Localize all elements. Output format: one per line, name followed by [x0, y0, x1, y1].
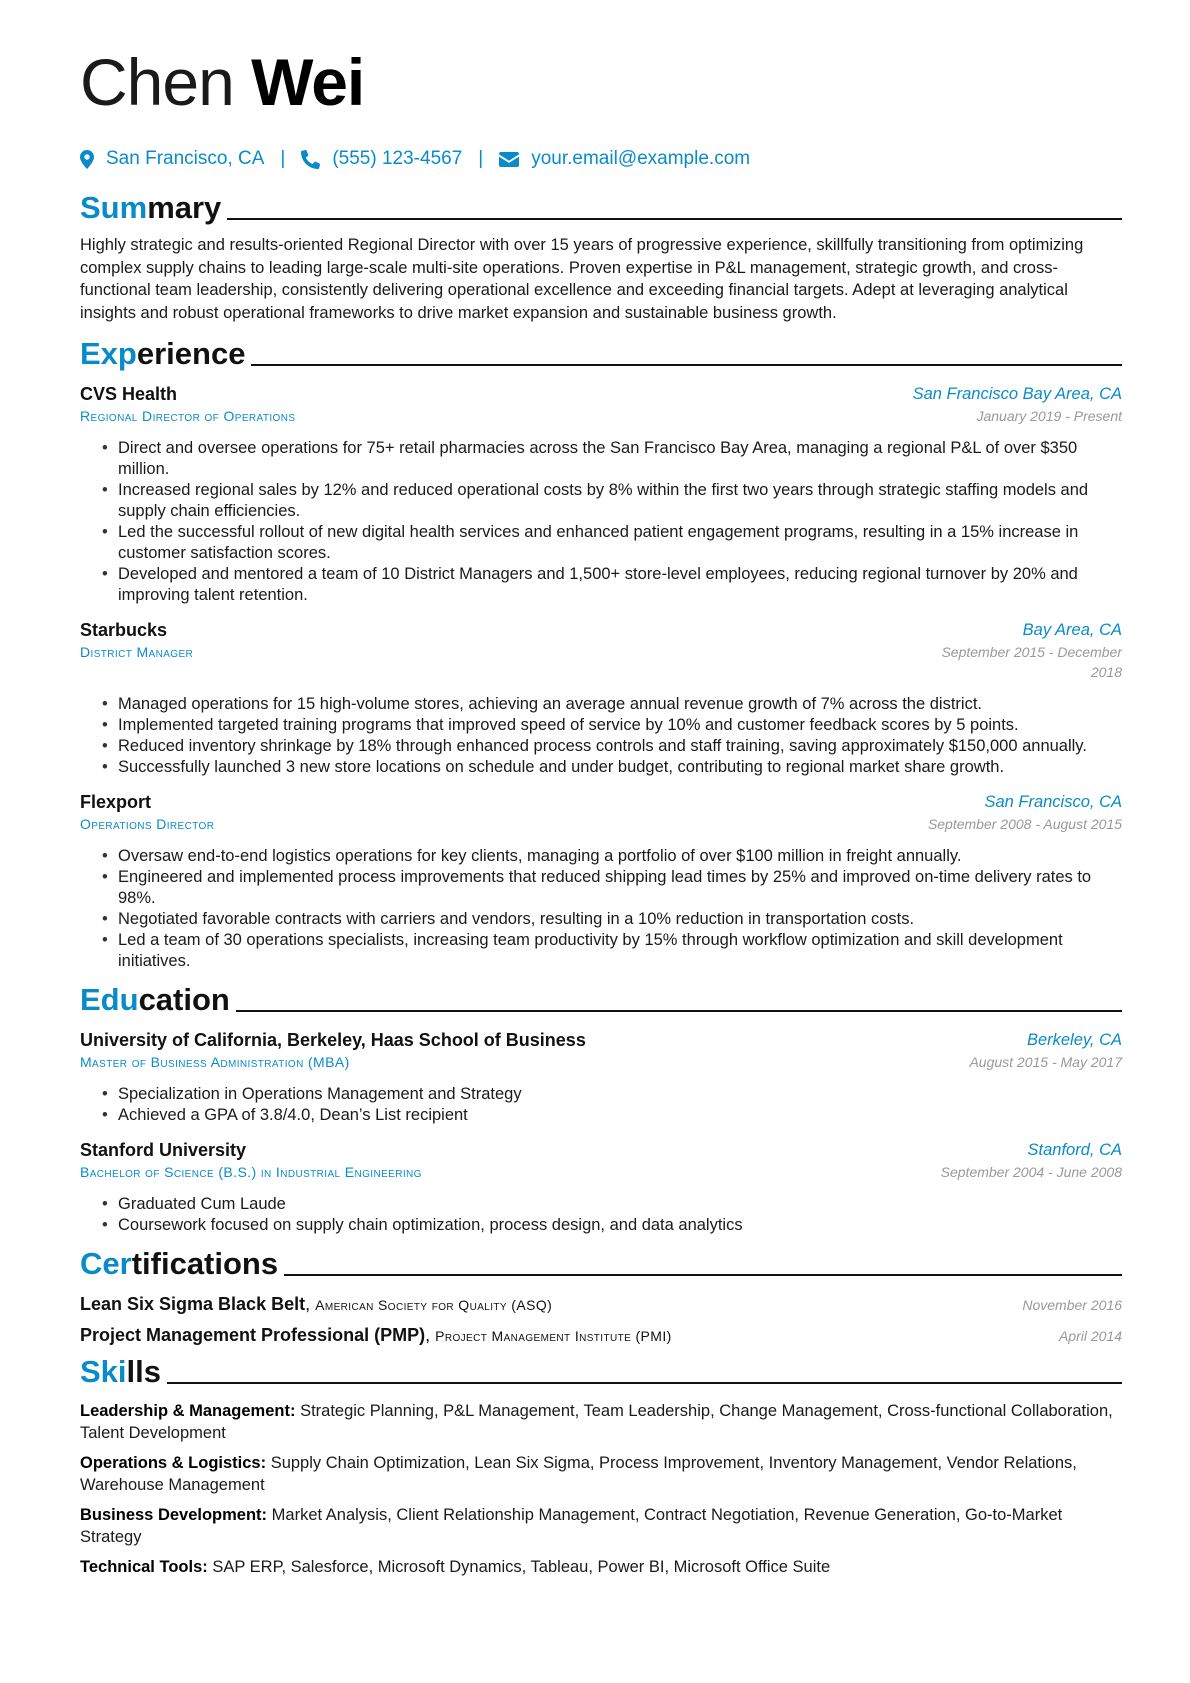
skill-line	[80, 1400, 1122, 1444]
bullet-item: • Led a team of 30 operations specialists, increasing team productivity by 15% through workflow optimization and skill development initiatives.	[102, 930, 1122, 972]
job-location: Bay Area, CA	[1022, 621, 1122, 639]
section-rule	[227, 218, 1122, 220]
skill-label: Leadership & Management:	[80, 1402, 296, 1420]
job-dates: September 2008 - August 2015	[927, 816, 1122, 832]
bullet-item: • Specialization in Operations Management and Strategy	[102, 1084, 1122, 1105]
contact-phone[interactable]	[301, 148, 462, 170]
bullet-item: • Oversaw end-to-end logistics operations for key clients, managing a portfolio of over $100 million in freight annually.	[102, 846, 1122, 867]
section-title: Experience	[80, 336, 246, 371]
job-dates: September 2015 - December 2018	[941, 644, 1122, 680]
skill-text: Market Analysis, Client Relationship Management, Contract Negotiation, Revenue Generation, Go-to-Market Strategy	[80, 1506, 1063, 1546]
bullet-item: • Reduced inventory shrinkage by 18% through enhanced process controls and staff training, saving approximately $150,000 annually.	[102, 736, 1122, 757]
bullet-item: • Led the successful rollout of new digital health services and enhanced patient engagement programs, resulting in a 15% increase in customer satisfaction scores.	[102, 522, 1122, 564]
certification-item: Project Management Professional (PMP), Project Management Institute (PMI) April 2014	[80, 1325, 1122, 1345]
section-title: Certifications	[80, 1246, 279, 1281]
skills-heading	[80, 1354, 1122, 1390]
degree-name: Bachelor of Science (B.S.) in Industrial Engineering	[80, 1164, 422, 1180]
bullet-item: • Coursework focused on supply chain optimization, process design, and data analytics	[102, 1215, 1122, 1236]
certifications-heading	[80, 1246, 1122, 1282]
job-bullets	[102, 438, 1122, 606]
contact-separator: |	[280, 148, 286, 169]
education-bullets	[102, 1084, 1122, 1126]
summary-text: Highly strategic and results-oriented Regional Director with over 15 years of progressive experience, skillfully transitioning from optimizing complex supply chains to leading large-scale multi-site operations. Proven expertise in P&L management, strategic growth, and cross-functional team leadership, consistently delivering operational excellence and exceeding financial targets. Adept at leveraging analytical insights and robust operational frameworks to drive market expansion and sustainable business growth.	[80, 236, 1084, 322]
job-header	[80, 382, 1122, 426]
job-location: San Francisco, CA	[984, 793, 1122, 811]
skill-line	[80, 1452, 1122, 1496]
email-text: your.email@example.com	[531, 148, 751, 169]
location-text: San Francisco, CA	[106, 148, 265, 169]
certification-org: American Society for Quality (ASQ)	[315, 1297, 553, 1313]
job-entry	[80, 790, 1122, 972]
school-location: Stanford, CA	[1027, 1141, 1122, 1159]
section-title: Summary	[80, 190, 222, 225]
section-title: Skills	[80, 1354, 161, 1389]
bullet-item: • Increased regional sales by 12% and reduced operational costs by 8% within the first two years through strategic staffing models and supply chain efficiencies.	[102, 480, 1122, 522]
section-rule	[167, 1382, 1122, 1384]
bullet-item: • Implemented targeted training programs that improved speed of service by 10% and customer feedback scores by 5 points.	[102, 715, 1122, 736]
skill-label: Business Development:	[80, 1506, 268, 1524]
phone-icon	[301, 150, 320, 169]
skill-text: SAP ERP, Salesforce, Microsoft Dynamics, Tableau, Power BI, Microsoft Office Suite	[212, 1558, 831, 1576]
summary-heading	[80, 190, 1122, 226]
job-bullets	[102, 846, 1122, 972]
certification-title: Project Management Professional (PMP)	[80, 1325, 426, 1345]
certification-title: Lean Six Sigma Black Belt	[80, 1294, 306, 1314]
school-name: Stanford University	[80, 1140, 247, 1160]
bullet-item: • Engineered and implemented process improvements that reduced shipping lead times by 25% and improved on-time delivery rates to 98%.	[102, 867, 1122, 909]
contact-separator: |	[478, 148, 484, 169]
envelope-icon	[499, 152, 519, 167]
bullet-item: • Managed operations for 15 high-volume stores, achieving an average annual revenue growth of 7% across the district.	[102, 694, 1122, 715]
school-dates: September 2004 - June 2008	[940, 1164, 1122, 1180]
certification-date: April 2014	[1058, 1328, 1122, 1344]
section-rule	[236, 1010, 1122, 1012]
map-marker-icon	[80, 150, 94, 169]
education-entry	[80, 1028, 1122, 1126]
skill-line	[80, 1504, 1122, 1548]
phone-text: (555) 123-4567	[332, 148, 463, 169]
school-dates: August 2015 - May 2017	[969, 1054, 1122, 1070]
last-name: Wei	[251, 45, 365, 119]
certification-item: Lean Six Sigma Black Belt, American Society for Quality (ASQ) November 2016	[80, 1294, 1122, 1314]
education-header	[80, 1028, 1122, 1072]
education-heading	[80, 982, 1122, 1018]
section-title: Education	[80, 982, 230, 1017]
contact-email[interactable]	[499, 148, 750, 170]
section-rule	[284, 1274, 1122, 1276]
school-location: Berkeley, CA	[1026, 1031, 1122, 1049]
job-header	[80, 790, 1122, 834]
job-dates: January 2019 - Present	[976, 408, 1122, 424]
degree-name: Master of Business Administration (MBA)	[80, 1054, 350, 1070]
bullet-item: • Direct and oversee operations for 75+ retail pharmacies across the San Francisco Bay Area, managing a regional P&L of over $350 million.	[102, 438, 1122, 480]
contact-location	[80, 148, 264, 170]
skill-text: Strategic Planning, P&L Management, Team Leadership, Change Management, Cross-functional Collaboration, Talent Development	[80, 1402, 1113, 1442]
bullet-item: • Achieved a GPA of 3.8/4.0, Dean’s List recipient	[102, 1105, 1122, 1126]
job-role: Regional Director of Operations	[80, 408, 296, 424]
job-location: San Francisco Bay Area, CA	[912, 385, 1122, 403]
bullet-item: • Successfully launched 3 new store locations on schedule and under budget, contributing to regional market share growth.	[102, 757, 1122, 778]
contact-bar	[80, 146, 1122, 172]
job-entry	[80, 618, 1122, 778]
bullet-item: • Negotiated favorable contracts with carriers and vendors, resulting in a 10% reduction in transportation costs.	[102, 909, 1122, 930]
first-name: Chen	[80, 45, 234, 119]
job-bullets	[102, 694, 1122, 778]
candidate-name	[80, 44, 1122, 120]
job-role: District Manager	[80, 644, 194, 660]
company-name: Flexport	[80, 792, 152, 812]
education-entry	[80, 1138, 1122, 1236]
certification-org: Project Management Institute (PMI)	[435, 1328, 672, 1344]
bullet-item: • Graduated Cum Laude	[102, 1194, 1122, 1215]
experience-heading	[80, 336, 1122, 372]
company-name: Starbucks	[80, 620, 168, 640]
skill-label: Technical Tools:	[80, 1558, 208, 1576]
certification-date: November 2016	[1022, 1297, 1122, 1313]
job-entry	[80, 382, 1122, 606]
section-rule	[251, 364, 1122, 366]
education-header	[80, 1138, 1122, 1182]
skill-label: Operations & Logistics:	[80, 1454, 267, 1472]
education-bullets	[102, 1194, 1122, 1236]
skill-text: Supply Chain Optimization, Lean Six Sigma, Process Improvement, Inventory Management, Vendor Relations, Warehouse Management	[80, 1454, 1077, 1494]
school-name: University of California, Berkeley, Haas School of Business	[80, 1030, 586, 1050]
bullet-item: • Developed and mentored a team of 10 District Managers and 1,500+ store-level employees, reducing regional turnover by 20% and improving talent retention.	[102, 564, 1122, 606]
job-header	[80, 618, 1122, 682]
skill-line	[80, 1556, 1122, 1578]
company-name: CVS Health	[80, 384, 178, 404]
job-role: Operations Director	[80, 816, 215, 832]
